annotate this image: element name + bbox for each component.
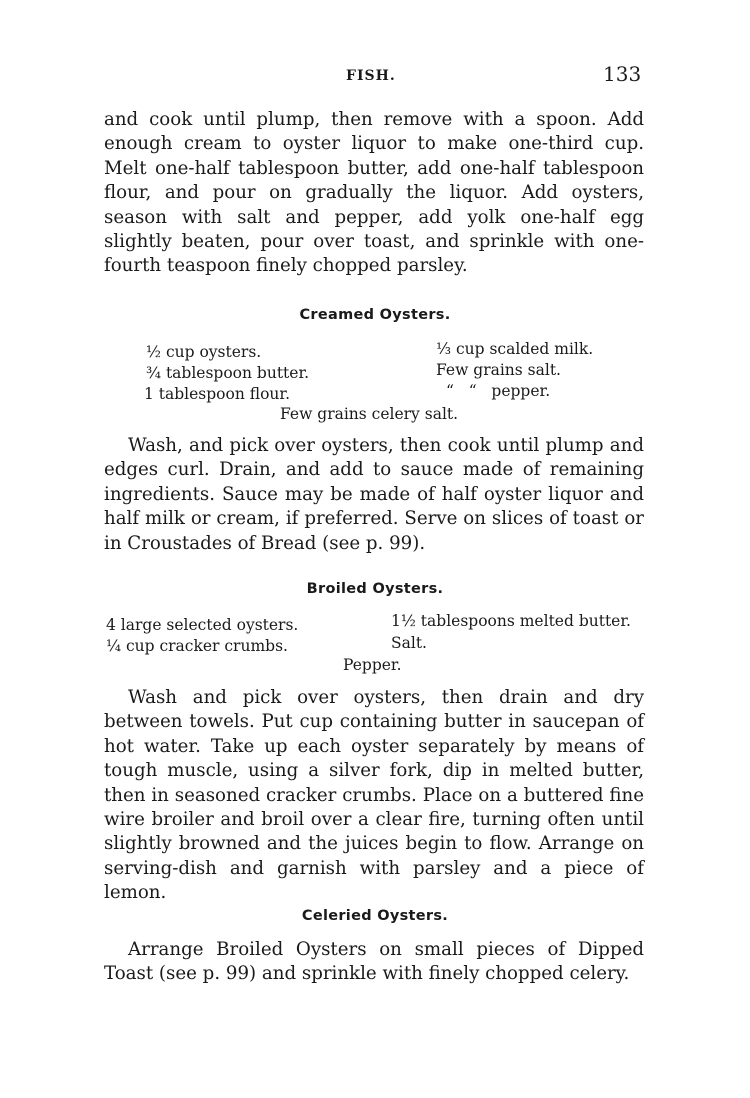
intro-paragraph: and cook until plump, then remove with a spoon. Add enough cream to oyster liquor to make one-third cup. Melt one-half tablespoon butter, add one-half tablespoon flour, and pour on gradually the liquor. Add oysters, season with salt and pepper, add yolk one-half egg slightly beaten, pour over toast, and sprinkle with one-fourth teaspoon finely chopped parsley.: [104, 109, 644, 277]
celeried-oysters-directions: Arrange Broiled Oysters on small pieces of Dipped Toast (see p. 99) and sprinkle with finely chopped celery.: [104, 939, 644, 985]
page-number: 133: [603, 62, 642, 86]
ingredient-item: Few grains celery salt.: [280, 405, 459, 423]
ingredient-item: ⅓ cup scalded milk.: [436, 340, 594, 358]
ingredient-item: Pepper.: [343, 656, 402, 674]
ingredient-item: ½ cup oysters.: [146, 343, 262, 361]
ingredient-item: 4 large selected oysters.: [106, 616, 299, 634]
ingredient-item: ¼ cup cracker crumbs.: [106, 637, 288, 655]
creamed-oysters-directions: Wash, and pick over oysters, then cook until plump and edges curl. Drain, and add to sauce made of remaining ingredients. Sauce may be made of half oyster liquor and half milk or cream, if preferred. Serve on slices of toast or in Croustades of Bread (see p. 99).: [104, 435, 644, 554]
creamed-oysters-title: Creamed Oysters.: [299, 307, 451, 323]
running-head: FISH.: [346, 68, 396, 84]
ingredient-item: 1 tablespoon flour.: [144, 385, 291, 403]
celeried-oysters-title: Celeried Oysters.: [301, 908, 449, 924]
broiled-oysters-title: Broiled Oysters.: [306, 581, 444, 597]
ingredient-item: “ “ pepper.: [446, 382, 551, 400]
ingredient-item: 1½ tablespoons melted butter.: [391, 612, 631, 630]
ingredient-item: Few grains salt.: [436, 361, 561, 379]
ingredient-item: ¾ tablespoon butter.: [146, 364, 310, 382]
ingredient-item: Salt.: [391, 634, 427, 652]
broiled-oysters-directions: Wash and pick over oysters, then drain and dry between towels. Put cup containing butter in saucepan of hot water. Take up each oyster separately by means of tough muscle, using a silver fork, dip in melted butter, then in seasoned cracker crumbs. Place on a buttered fine wire broiler and broil over a clear fire, turning often until slightly browned and the juices begin to flow. Arrange on serving-dish and garnish with parsley and a piece of lemon.: [104, 687, 644, 904]
page-header: [0, 60, 750, 90]
